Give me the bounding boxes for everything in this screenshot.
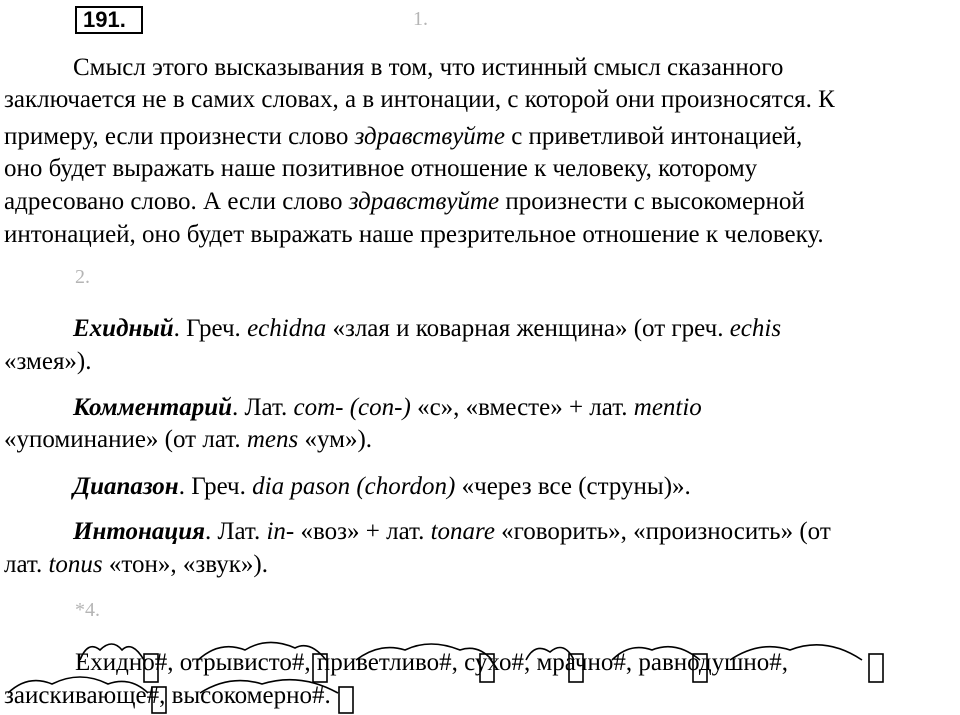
task4-word: высокомерно#. [171,682,331,709]
task4-line-2 [4,680,331,712]
task1-line-3: примеру, если произнести слово здравствуйте с приветливой интонацией, [4,123,803,150]
task1-line-6: интонацией, оно будет выражать наше презрительное отношение к человеку. [4,221,824,248]
entry-ekhidny-line-1: Ехидный. Греч. echidna «злая и коварная женщина» (от греч. echis [73,315,782,342]
ending-box [339,687,353,713]
task1-line-4: оно будет выражать наше позитивное отношение к человеку, которому [4,155,758,182]
entry-kommentariy-line-2: «упоминание» (от лат. mens «ум»). [4,426,373,453]
task4-word: мрачно#, [536,649,639,676]
entry-diapazon-line-1: Диапазон. Греч. dia pason (chordon) «через все (струны)». [73,473,691,500]
task-number-4: *4. [75,599,100,621]
task1-line-1: Смысл этого высказывания в том, что истинный смысл сказанного [73,54,784,81]
exercise-number: 191. [75,6,143,34]
task4-word: равнодушно#, [638,649,789,676]
task-number-2: 2. [75,266,90,288]
entry-intonatsiya-line-1: Интонация. Лат. in- «воз» + лат. tonare «говорить», «произносить» (от [73,518,831,545]
task4-word: сухо#, [464,649,537,676]
task1-line-5: адресовано слово. А если слово здравствуйте произнести с высокомерной [4,188,805,215]
task4-line-1 [75,647,788,679]
task1-line-2: заключается не в самих словах, а в интонации, с которой они произносятся. К [4,86,835,113]
task4-word: отрывисто#, [179,649,317,676]
task4-word: приветливо#, [316,649,465,676]
ending-box [869,654,883,682]
entry-intonatsiya-line-2: лат. tonus «тон», «звук»). [4,551,268,578]
task-number-1: 1. [413,8,428,30]
task4-word: заискивающе#, [4,682,172,709]
task4-word: Ехидно#, [75,649,180,676]
entry-ekhidny-line-2: «змея»). [4,348,92,375]
entry-kommentariy-line-1: Комментарий. Лат. com- (con-) «с», «вместе» + лат. mentio [73,394,702,421]
